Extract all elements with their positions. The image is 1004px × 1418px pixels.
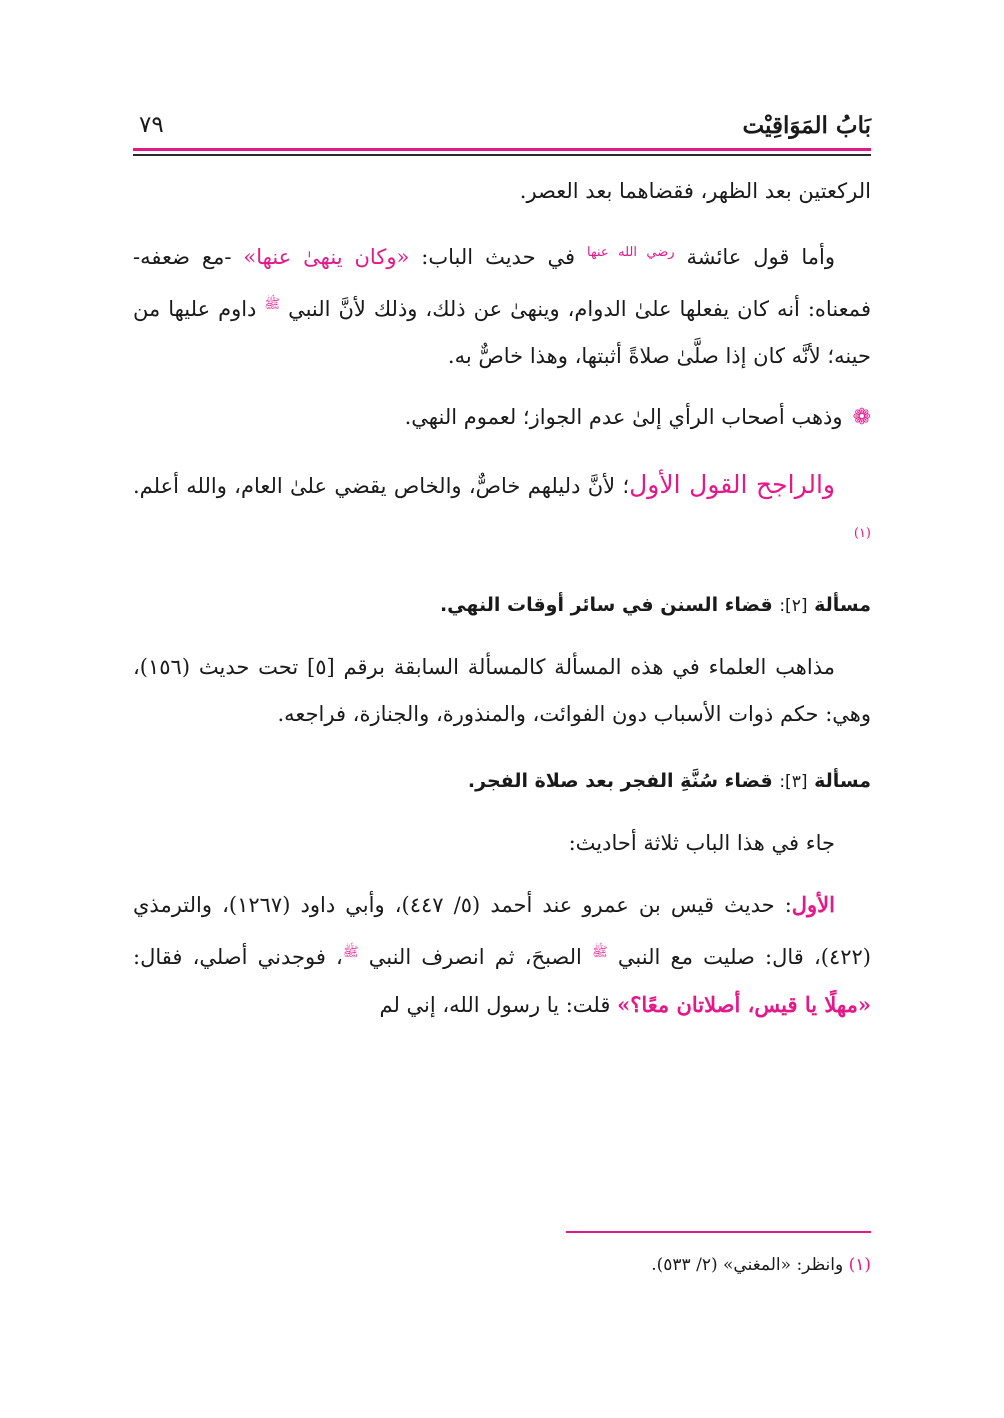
paragraph-3	[133, 394, 871, 441]
p2-text-b: في حديث الباب:	[409, 245, 588, 269]
footnote-rule	[566, 1231, 871, 1233]
masala-3-heading	[133, 758, 871, 806]
hadith-quote-2: «مهلًا يا قيس، أصلاتان معًا؟»	[617, 992, 871, 1017]
paragraph-5: مذاهب العلماء في هذه المسألة كالمسألة السابقة برقم [٥] تحت حديث (١٥٦)، وهي: حكم ذوات الأسباب دون الفوائت، والمنذورة، والجنازة، فراجعه.	[133, 655, 871, 726]
p7-text-b: الصبحَ، ثم انصرف النبي	[358, 945, 593, 969]
p7-text-a: : حديث قيس بن عمرو عند أحمد (٥/ ٤٤٧)، وأبي داود (١٢٦٧)، والترمذي (٤٢٢)، قال: صليت مع النبي	[133, 893, 871, 969]
masala-3-number: [٣]:	[779, 772, 808, 792]
flower-ornament-icon: ❁	[852, 405, 871, 430]
footnote	[651, 1252, 871, 1278]
header-rule-pink	[133, 148, 871, 151]
paragraph-4	[133, 461, 871, 562]
p3-text: وذهب أصحاب الرأي إلىٰ عدم الجواز؛ لعموم النهي.	[404, 405, 843, 429]
masala-2-title: قضاء السنن في سائر أوقات النهي.	[439, 594, 773, 616]
paragraph-7	[133, 881, 871, 1029]
honorific-salla-2: ﷺ	[342, 945, 359, 960]
header-rule-dark	[133, 154, 871, 156]
footnote-ref: (١)	[853, 526, 871, 541]
p7-text-d: قلت: يا رسول الله، إني لم	[379, 993, 618, 1017]
masala-2-number: [٢]:	[779, 596, 808, 616]
p2-text-d: داوم عليها من حينه؛ لأنَّه كان إذا صلَّىٰ صلاةً أثبتها، وهذا خاصٌّ به.	[133, 297, 871, 368]
masala-3-title: قضاء سُنَّةِ الفجر بعد صلاة الفجر.	[467, 770, 773, 792]
paragraph-1: الركعتين بعد الظهر، فقضاهما بعد العصر.	[519, 179, 871, 203]
honorific-salla: ﷺ	[264, 297, 281, 312]
page-header	[133, 108, 871, 148]
honorific-salla-1: ﷺ	[592, 945, 608, 960]
p7-text-c: ، فوجدني أصلي، فقال:	[133, 945, 343, 969]
chapter-title: بَابُ المَوَاقِيْت	[742, 112, 871, 139]
first-hadith-label: الأول	[791, 892, 835, 917]
hadith-quote: «وكان ينهىٰ عنها»	[243, 245, 410, 269]
p2-text-a: وأما قول عائشة	[674, 245, 835, 269]
honorific-radiallahu: رضي الله عنها	[587, 245, 675, 260]
paragraph-6: جاء في هذا الباب ثلاثة أحاديث:	[568, 831, 835, 855]
masala-2-heading	[133, 582, 871, 630]
footnote-number: (١)	[848, 1255, 871, 1275]
body-text	[133, 168, 871, 1029]
masala-2-label: مسألة	[814, 594, 871, 616]
footnote-text: وانظر: «المغني» (٢/ ٥٣٣).	[651, 1255, 849, 1275]
p2-text-c: -مع ضعفه- فمعناه: أنه كان يفعلها علىٰ الدوام، وينهىٰ عن ذلك، وذلك لأنَّ النبي	[133, 245, 871, 321]
paragraph-2	[133, 229, 871, 380]
page-number: ٧٩	[139, 112, 164, 138]
masala-3-label: مسألة	[814, 770, 871, 792]
p4-text: ؛ لأنَّ دليلهم خاصٌّ، والخاص يقضي علىٰ العام، والله أعلم.	[133, 474, 630, 498]
rajih-heading: والراجح القول الأول	[629, 470, 836, 499]
